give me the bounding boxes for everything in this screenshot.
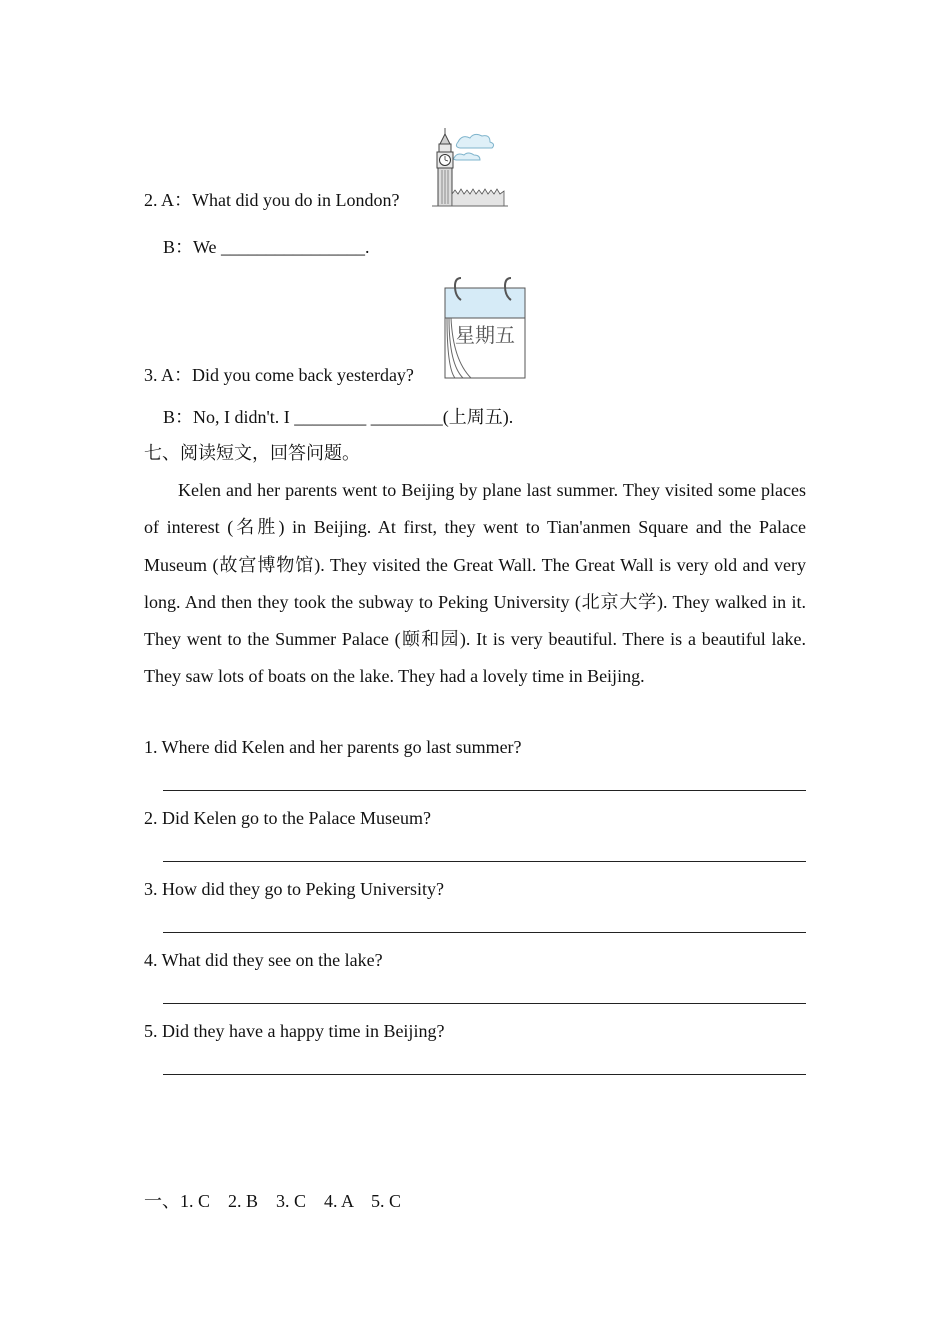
- reading-question-4: 4. What did they see on the lake?: [144, 950, 383, 970]
- reading-question-1: 1. Where did Kelen and her parents go last summer?: [144, 737, 522, 757]
- big-ben-icon: [418, 126, 512, 210]
- reading-question-2: 2. Did Kelen go to the Palace Museum?: [144, 808, 431, 828]
- calendar-weekday-text: 星期五: [455, 323, 515, 347]
- section-7-heading: 七、阅读短文，回答问题。: [144, 443, 360, 463]
- question-3-b: B：No, I didn't. I ________ ________(上周五).: [163, 407, 514, 427]
- answer-line-3[interactable]: [163, 932, 806, 933]
- reading-passage-text: Kelen and her parents went to Beijing by plane last summer. They visited some places of interest (名胜) in Beijing. At first, they went to Tian'anmen Square and the Palace Museum (故宫博物馆). They visited the Great Wall. The Great Wall is very old and very long. And then they took the subway to Peking University (北京大学). They walked in it. They went to the Summer Palace (颐和园). It is very beautiful. There is a beautiful lake. They saw lots of boats on the lake. They had a lovely time in Beijing.: [144, 480, 806, 687]
- question-2-a: 2. A：What did you do in London?: [144, 190, 400, 210]
- answer-key-line: 一、1. C 2. B 3. C 4. A 5. C: [144, 1191, 402, 1211]
- question-2-b: B：We ________________.: [163, 237, 370, 257]
- reading-question-5: 5. Did they have a happy time in Beijing?: [144, 1021, 445, 1041]
- question-3-a: 3. A：Did you come back yesterday?: [144, 365, 414, 385]
- answer-line-5[interactable]: [163, 1074, 806, 1075]
- calendar-icon: [441, 274, 531, 382]
- reading-question-3: 3. How did they go to Peking University?: [144, 879, 444, 899]
- answer-line-2[interactable]: [163, 861, 806, 862]
- answer-line-1[interactable]: [163, 790, 806, 791]
- answer-line-4[interactable]: [163, 1003, 806, 1004]
- reading-passage: [144, 472, 806, 696]
